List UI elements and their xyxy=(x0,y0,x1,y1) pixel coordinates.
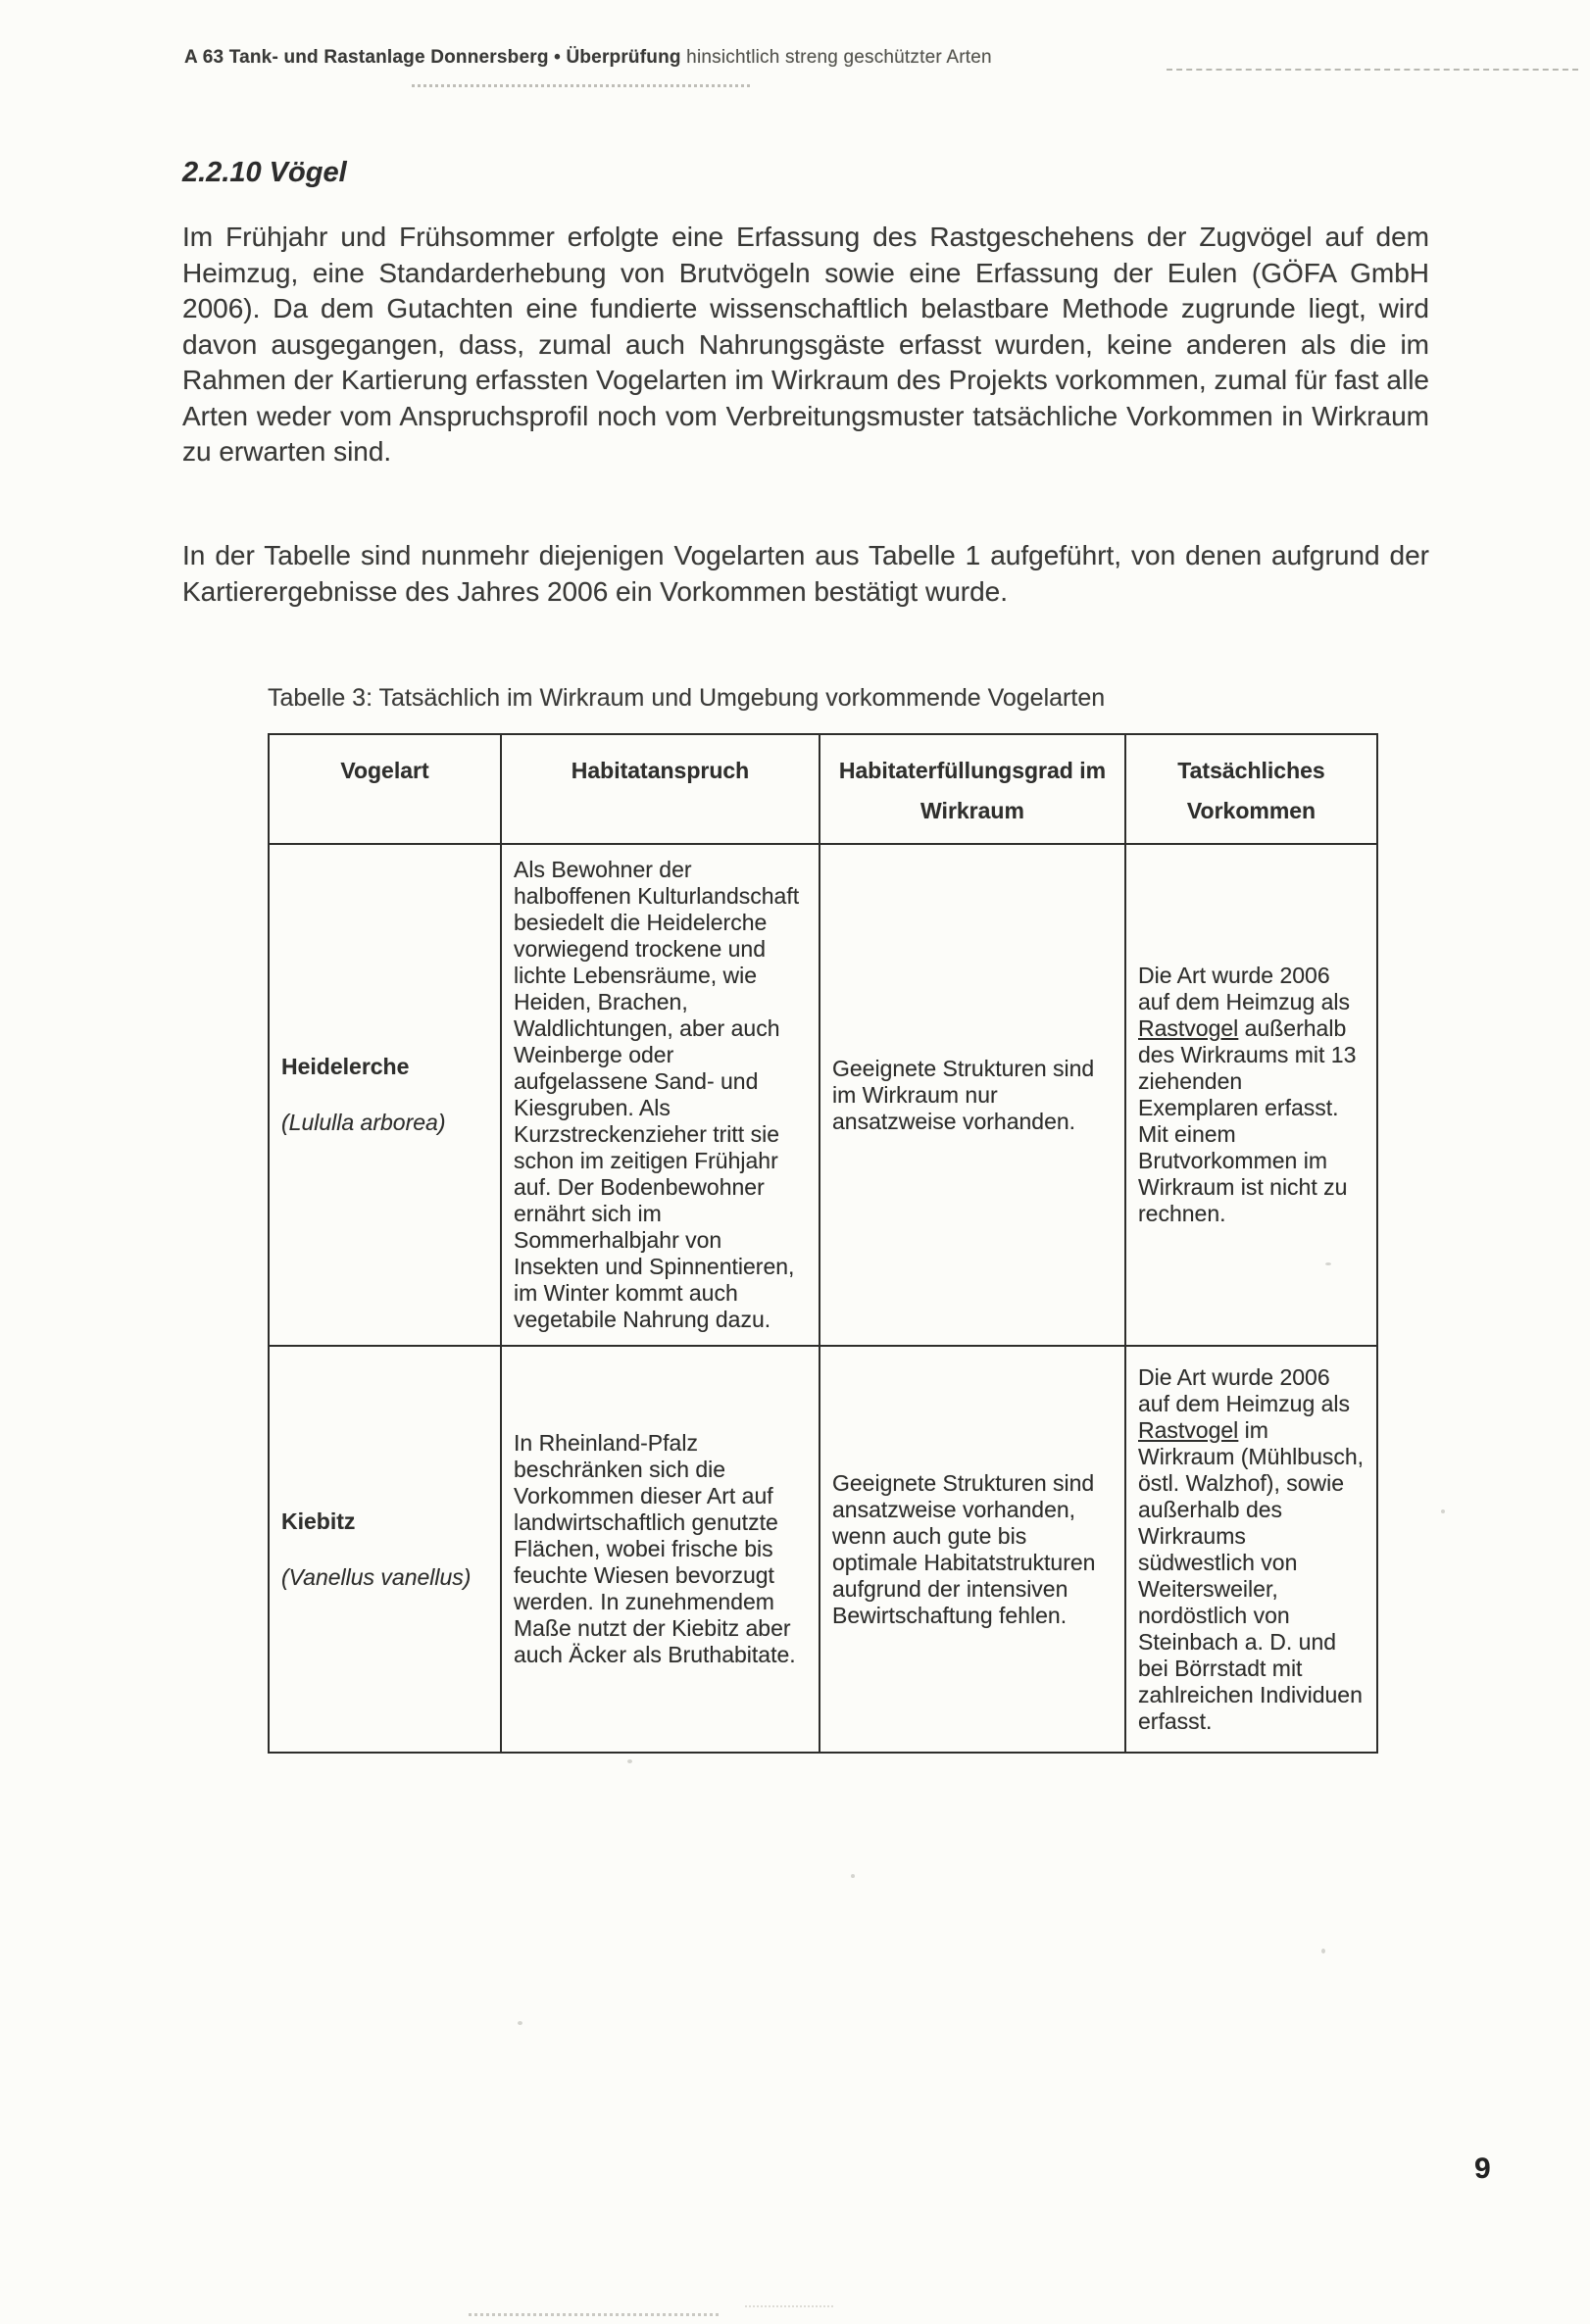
scan-artifact-dash-line xyxy=(1167,69,1578,71)
table-caption: Tabelle 3: Tatsächlich im Wirkraum und Umgebung vorkommende Vogelarten xyxy=(268,684,1106,712)
scan-speck xyxy=(518,2021,522,2025)
scan-speck xyxy=(627,1759,632,1763)
fulfillment-cell: Geeignete Strukturen sind im Wirkraum nur ansatzweise vorhanden. xyxy=(820,844,1125,1346)
table-row-heidelerche xyxy=(269,844,1377,1346)
species-cell xyxy=(269,844,501,1346)
paragraph-2: In der Tabelle sind nunmehr diejenigen Vogelarten aus Tabelle 1 aufgeführt, von denen aufgrund der Kartierergebnisse des Jahres 2006 ein Vorkommen bestätigt wurde. xyxy=(182,540,1429,607)
column-header-tatsaechliches-vorkommen: Tatsächliches Vorkommen xyxy=(1125,734,1377,844)
species-scientific-name: (Lululla arborea) xyxy=(281,1110,446,1135)
occurrence-cell xyxy=(1125,1346,1377,1753)
scan-artifact-bottom-dots xyxy=(469,2313,719,2316)
paragraph-1: Im Frühjahr und Frühsommer erfolgte eine Erfassung des Rastgeschehens der Zugvögel auf dem Heimzug, eine Standarderhebung von Brutvögeln sowie eine Erfassung der Eulen (GÖFA GmbH 2006). Da dem Gutachten eine fundierte wissenschaftlich belastbare Methode zugrunde liegt, wird davon ausgegangen, dass, zumal auch Nahrungsgäste erfasst wurden, keine anderen als die im Rahmen der Kartierung erfassten Vogelarten im Wirkraum des Projekts vorkommen, zumal für fast alle Arten weder vom Anspruchsprofil noch vom Verbreitungsmuster tatsächliche Vorkommen in Wirkraum zu erwarten sind. xyxy=(182,222,1429,467)
occurrence-text: im Wirkraum (Mühlbusch, östl. Walzhof), sowie außerhalb des Wirkraums südwestlich von Weitersweiler, nordöstlich von Steinbach a. D. und bei Börrstadt mit zahlreichen Individuen erfasst. xyxy=(1138,1416,1365,1734)
fulfillment-cell: Geeignete Strukturen sind ansatzweise vorhanden, wenn auch gute bis optimale Habitatstrukturen aufgrund der intensiven Bewirtschaftung fehlen. xyxy=(820,1346,1125,1753)
habitat-cell: In Rheinland-Pfalz beschränken sich die Vorkommen dieser Art auf landwirtschaftlich genutzte Flächen, wobei frische bis feuchte Wiesen bevorzugt werden. In zunehmendem Maße nutzt der Kiebitz aber auch Äcker als Bruthabitate. xyxy=(501,1346,820,1753)
occurrence-underlined-term: Rastvogel xyxy=(1138,1416,1239,1443)
column-header-habitatanspruch: Habitatanspruch xyxy=(501,734,820,844)
occurrence-text: außerhalb des Wirkraums mit 13 ziehenden Exemplaren erfasst. Mit einem Brutvorkommen im Wirkraum ist nicht zu rechnen. xyxy=(1138,1015,1357,1226)
header-title-strong: A 63 Tank- und Rastanlage Donnersberg • Überprüfung xyxy=(184,47,687,68)
occurrence-text: Die Art wurde 2006 auf dem Heimzug als xyxy=(1138,1363,1351,1416)
scan-speck xyxy=(1325,1262,1331,1265)
scan-speck xyxy=(1441,1509,1445,1513)
species-table xyxy=(268,733,1378,1754)
occurrence-cell xyxy=(1125,844,1377,1346)
occurrence-text: Die Art wurde 2006 auf dem Heimzug als xyxy=(1138,963,1351,1014)
page-header xyxy=(184,47,992,69)
habitat-cell: Als Bewohner der halboffenen Kulturlandschaft besiedelt die Heidelerche vorwiegend trockene und lichte Lebensräume, wie Heiden, Brachen, Waldlichtungen, aber auch Weinberge oder aufgelassene Sand- und Kiesgruben. Als Kurzstreckenzieher tritt sie schon im zeitigen Frühjahr auf. Der Bodenbewohner ernährt sich im Sommerhalbjahr von Insekten und Spinnentieren, im Winter kommt auch vegetabile Nahrung dazu. xyxy=(501,844,820,1346)
section-heading: 2.2.10 Vögel xyxy=(182,157,347,188)
species-cell xyxy=(269,1346,501,1753)
scan-artifact-bottom-dots xyxy=(745,2305,833,2307)
species-name: Kiebitz xyxy=(281,1508,356,1534)
species-table-wrapper xyxy=(268,733,1376,1754)
table-row-kiebitz xyxy=(269,1346,1377,1753)
scan-speck xyxy=(851,1874,855,1878)
species-name: Heidelerche xyxy=(281,1054,410,1079)
scan-artifact-dotted-underline xyxy=(412,84,750,87)
page-number: 9 xyxy=(1474,2152,1491,2185)
column-header-vogelart: Vogelart xyxy=(269,734,501,844)
scan-speck xyxy=(1321,1949,1325,1953)
column-header-habitaterfuellungsgrad: Habitaterfüllungsgrad im Wirkraum xyxy=(820,734,1125,844)
header-title-light: hinsichtlich streng geschützter Arten xyxy=(686,47,992,68)
table-header-row xyxy=(269,734,1377,844)
species-scientific-name: (Vanellus vanellus) xyxy=(281,1563,472,1590)
occurrence-underlined-term: Rastvogel xyxy=(1138,1015,1239,1041)
